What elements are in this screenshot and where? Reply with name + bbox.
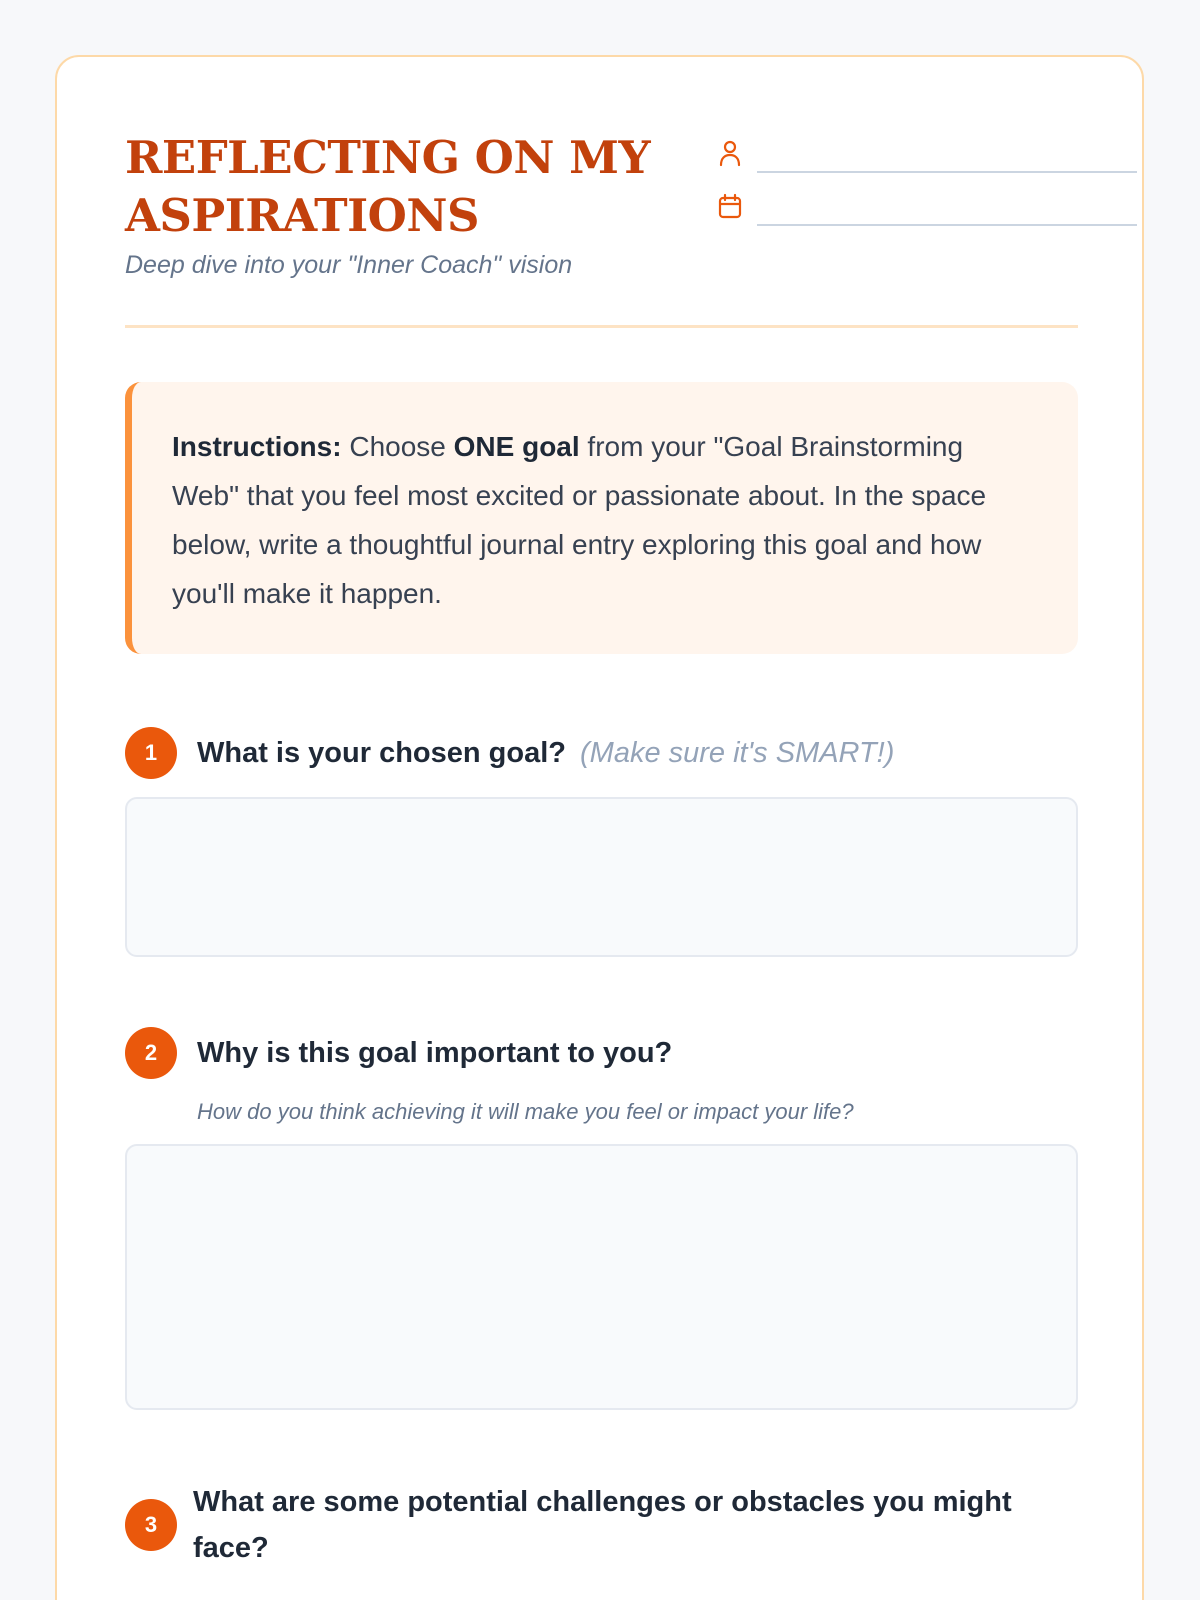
user-icon — [717, 139, 743, 167]
question-1-answer-field[interactable] — [125, 797, 1078, 957]
question-3-title: What are some potential challenges or obstacles you might face? — [193, 1486, 1012, 1564]
question-1-number-badge: 1 — [125, 727, 177, 779]
question-2-number-badge: 2 — [125, 1027, 177, 1079]
instructions-text-2: from your "Goal Brainstorming Web" that you feel most excited or passionate about. In the space below, write a thoughtful journal entry exploring this goal and how you'll make it happen. — [172, 431, 987, 609]
instructions-emphasis: ONE goal — [453, 431, 580, 462]
question-2-answer-field[interactable] — [125, 1144, 1078, 1410]
page-title: REFLECTING ON MY ASPIRATIONS — [125, 131, 651, 242]
name-field[interactable] — [717, 133, 1137, 173]
page-subtitle: Deep dive into your "Inner Coach" vision — [125, 251, 573, 279]
question-1-title-text: What is your chosen goal? — [197, 737, 566, 769]
calendar-icon — [717, 192, 743, 220]
question-2-title: Why is this goal important to you? — [197, 1037, 673, 1069]
question-3-number-badge: 3 — [125, 1499, 177, 1551]
date-field[interactable] — [717, 186, 1137, 226]
question-1-title — [197, 730, 894, 776]
instructions-label: Instructions: — [172, 431, 342, 462]
question-2-subtitle: How do you think achieving it will make you feel or impact your life? — [197, 1099, 854, 1124]
instructions-box — [125, 382, 1078, 654]
date-underline[interactable] — [757, 224, 1137, 226]
instructions-text-1: Choose — [341, 431, 454, 462]
worksheet-card — [55, 55, 1144, 1600]
question-1-hint: (Make sure it's SMART!) — [580, 737, 895, 769]
header-divider — [125, 325, 1078, 328]
name-underline[interactable] — [757, 171, 1137, 173]
